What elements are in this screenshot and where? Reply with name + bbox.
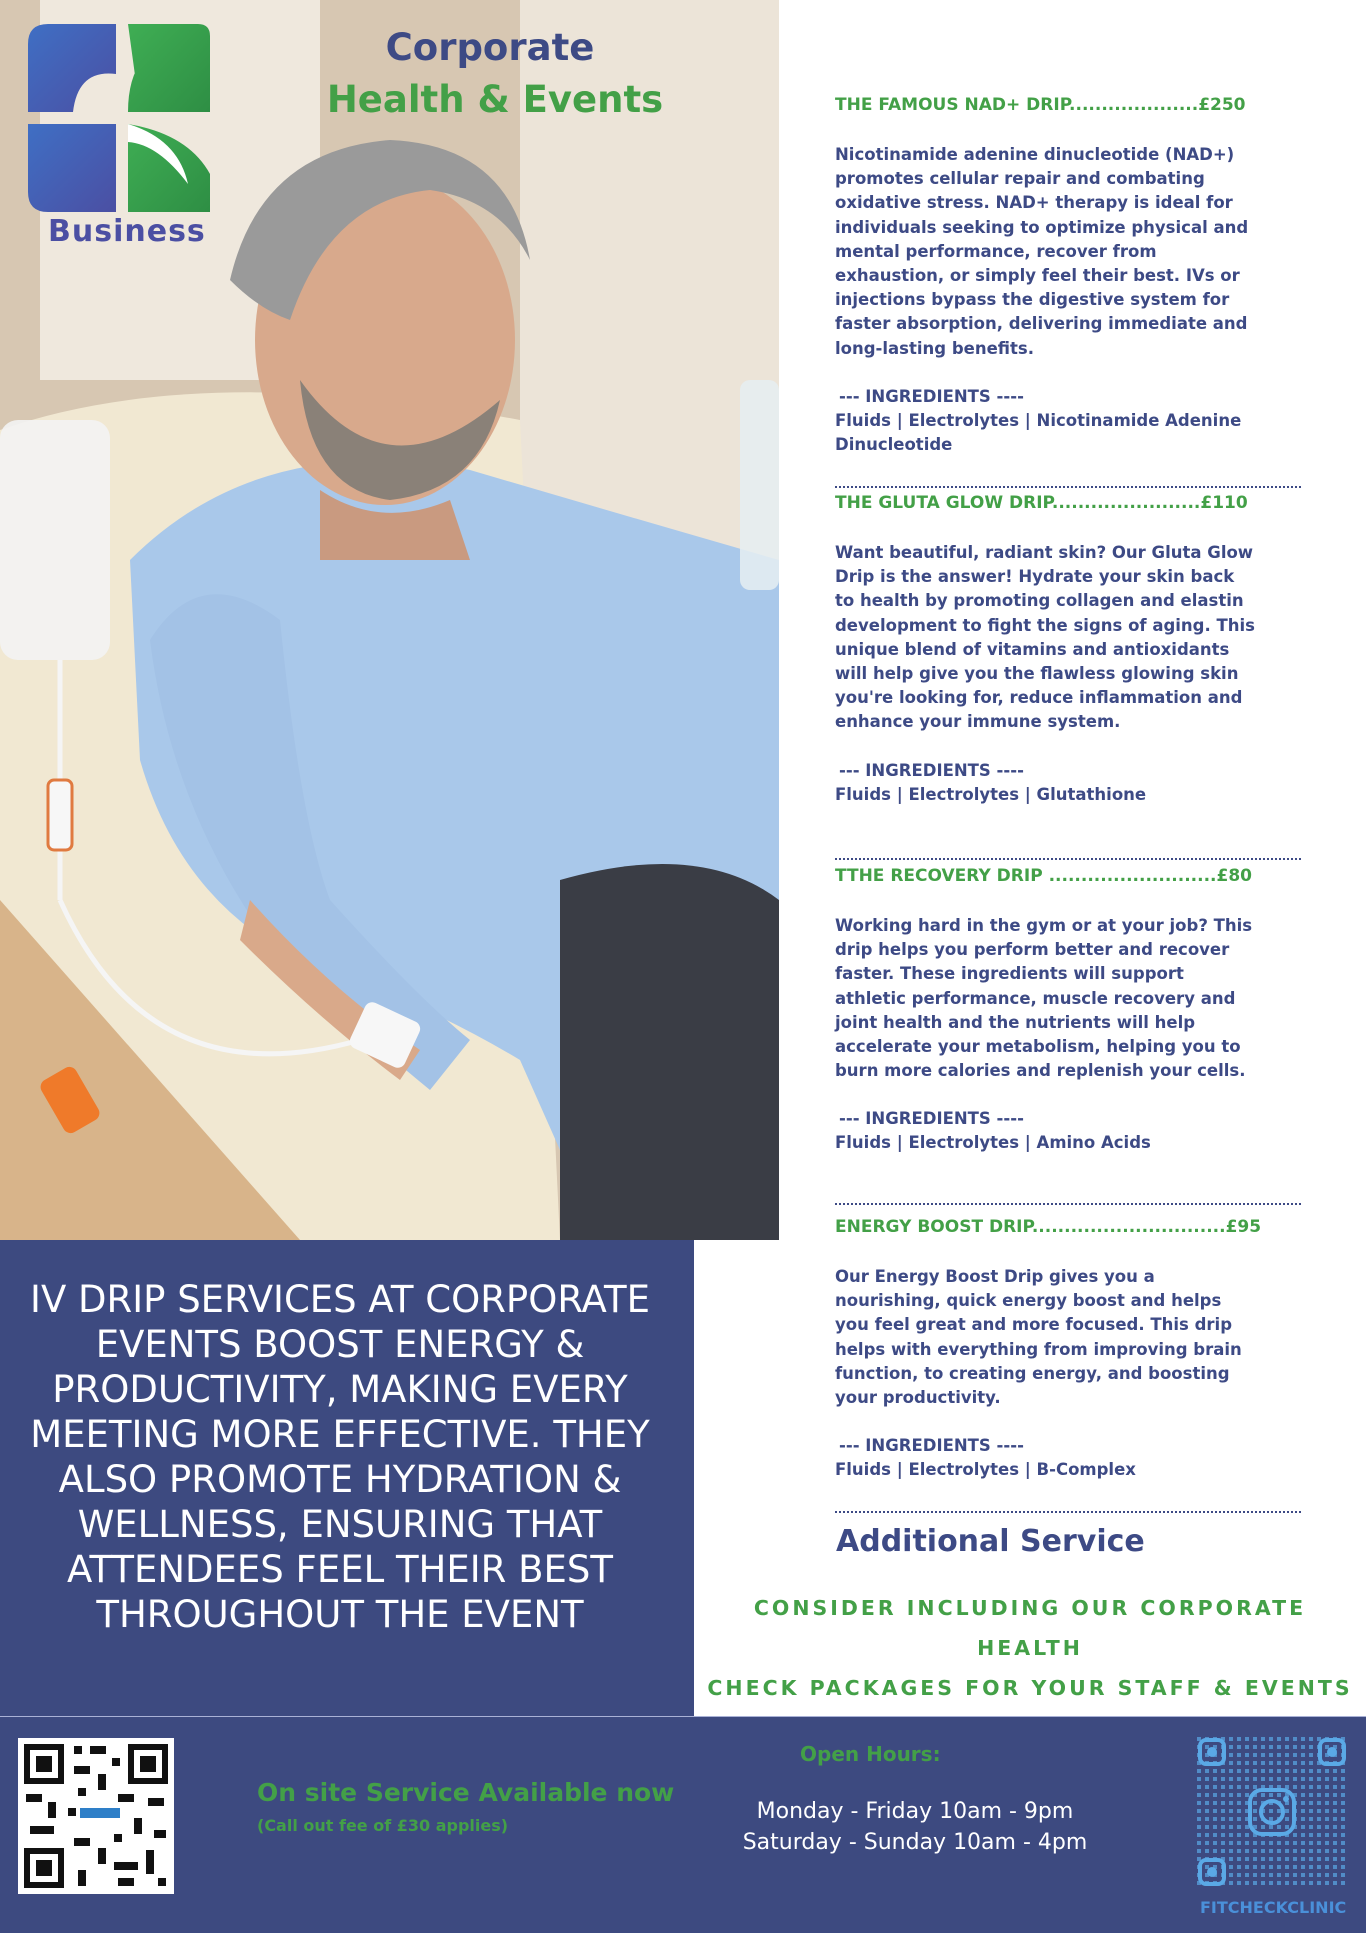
callout-fee-text: (Call out fee of £30 applies) [257,1816,509,1835]
drip-name: THE FAMOUS NAD+ DRIP....................£250 [835,95,1246,115]
instagram-qr-code-icon[interactable] [1196,1736,1348,1888]
hours-weekend: Saturday - Sunday 10am - 4pm [742,1830,1088,1855]
drip-item-nad [835,95,1255,493]
additional-line1: CONSIDER INCLUDING OUR CORPORATE HEALTH [753,1596,1307,1660]
drip-item-energy [835,1217,1262,1482]
social-handle[interactable]: FITCHECKCLINIC [1200,1898,1347,1917]
ingredients-heading: --- INGREDIENTS ---- [839,760,1024,780]
ingredients-list: Fluids | Electrolytes | Amino Acids [835,1133,1151,1153]
drip-menu [835,95,1262,1482]
open-hours-title: Open Hours: [800,1742,941,1766]
page-title-line1: Corporate [385,26,595,69]
drip-description: Nicotinamide adenine dinucleotide (NAD+) promotes cellular repair and combating oxidative stress. NAD+ therapy is ideal for individuals seeking to optimize physical and mental performance, recover from exhaustion, or simply feel their best. IVs or injections bypass the digestive system for faster absorption, delivering immediate and long-lasting benefits. [835,145,1249,358]
open-hours [720,1796,1110,1858]
drip-description: Want beautiful, radiant skin? Our Gluta Glow Drip is the answer! Hydrate your skin back to health by promoting collagen and elastin development to fight the signs of aging. This unique blend of vitamins and antioxidants will help give you the flawless glowing skin you're looking for, reduce inflammation and enhance your immune system. [835,543,1255,732]
drip-item-recovery [835,866,1255,1217]
drip-name: TTHE RECOVERY DRIP ..........................£80 [835,866,1252,886]
ingredients-list: Fluids | Electrolytes | B-Complex [835,1460,1136,1480]
drip-description: Working hard in the gym or at your job? This drip helps you perform better and recover faster. These ingredients will support athletic performance, muscle recovery and joint health and the nutrients will help accelerate your metabolism, helping you to burn more calories and replenish your cells. [835,916,1253,1081]
additional-line2: CHECK PACKAGES FOR YOUR STAFF & EVENTS [707,1676,1353,1700]
page-title-line2: Health & Events [326,78,664,121]
qr-code-icon[interactable] [18,1738,174,1894]
ingredients-heading: --- INGREDIENTS ---- [839,1436,1024,1456]
drip-name: ENERGY BOOST DRIP..............................£95 [835,1217,1262,1237]
ingredients-list: Fluids | Electrolytes | Glutathione [835,784,1147,804]
drip-name: THE GLUTA GLOW DRIP.......................£110 [835,493,1248,513]
footer [0,1716,1366,1933]
divider [835,1511,1301,1513]
onsite-service-text: On site Service Available now [257,1778,675,1807]
divider [835,1203,1301,1205]
tagline-text: IV DRIP SERVICES AT CORPORATE EVENTS BOOST ENERGY & PRODUCTIVITY, MAKING EVERY MEETING MORE EFFECTIVE. THEY ALSO PROMOTE HYDRATION & WELLNESS, ENSURING THAT ATTENDEES FEEL THEIR BEST THROUGHOUT THE EVENT [30,1278,650,1636]
hours-weekday: Monday - Friday 10am - 9pm [756,1799,1074,1824]
additional-service-title: Additional Service [836,1524,1145,1559]
ingredients-heading: --- INGREDIENTS ---- [839,386,1024,406]
additional-service-text [700,1588,1360,1708]
divider [835,486,1301,488]
logo-text: Business [48,214,206,249]
ingredients-list: Fluids | Electrolytes | Nicotinamide Adenine Dinucleotide [835,410,1242,454]
divider [835,858,1301,860]
drip-item-gluta [835,493,1255,866]
drip-description: Our Energy Boost Drip gives you a nourishing, quick energy boost and helps you feel great and more focused. This drip helps with everything from improving brain function, to creating energy, and boosting your productivity. [835,1267,1242,1408]
ingredients-heading: --- INGREDIENTS ---- [839,1109,1024,1129]
